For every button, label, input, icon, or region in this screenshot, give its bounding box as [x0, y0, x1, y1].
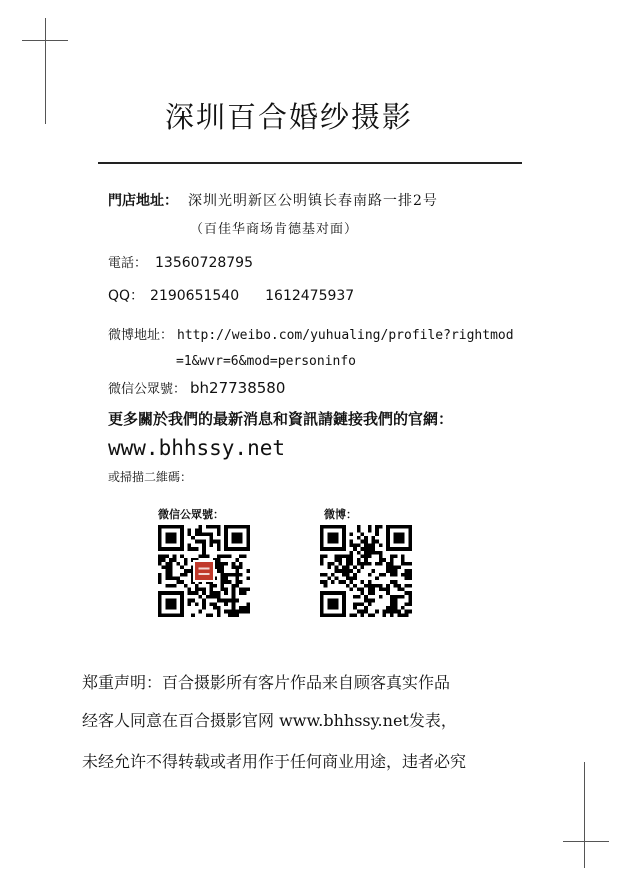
crop-mark-top-left-vertical — [45, 18, 46, 124]
qq-label: QQ： — [108, 288, 145, 304]
weibo-qr-code-icon — [320, 525, 412, 617]
page-title: 深圳百合婚纱摄影 — [165, 100, 414, 134]
weibo-qr-caption: 微博： — [324, 508, 357, 521]
wechat-id: bh27738580 — [190, 379, 286, 397]
more-info-text: 更多關於我們的最新消息和資訊請鏈接我們的官網： — [108, 410, 454, 428]
crop-mark-bottom-right-vertical — [584, 762, 585, 868]
address-row — [108, 190, 438, 210]
address-label: 門店地址： — [108, 193, 178, 209]
wechat-row — [108, 378, 285, 398]
weibo-label: 微博地址： — [108, 328, 174, 343]
wechat-qr-code-icon — [158, 525, 250, 617]
phone-row — [108, 252, 253, 272]
statement-line-3: 未经允许不得转载或者用作于任何商业用途，违者必究 — [82, 752, 467, 771]
wechat-label: 微信公眾號： — [108, 382, 187, 397]
qq-row — [108, 285, 354, 305]
address-line-1: 深圳光明新区公明镇长春南路一排2号 — [188, 193, 438, 209]
phone-label: 電話： — [108, 256, 148, 271]
title-divider — [98, 162, 522, 164]
qq-number-2: 1612475937 — [265, 288, 355, 304]
weibo-url-line-2[interactable]: =1&wvr=6&mod=personinfo — [176, 354, 357, 369]
address-line-2: （百佳华商场肯德基对面） — [190, 222, 359, 237]
scan-qr-text: 或掃描二維碼： — [108, 470, 193, 484]
statement-line-1: 郑重声明：百合摄影所有客片作品来自顾客真实作品 — [82, 673, 451, 692]
statement-line-2: 经客人同意在百合摄影官网 www.bhhssy.net发表， — [82, 711, 457, 730]
weibo-row — [108, 324, 514, 344]
weibo-url-line-1[interactable]: http://weibo.com/yuhualing/profile?rightmod — [177, 328, 514, 343]
phone-number: 13560728795 — [155, 255, 253, 271]
wechat-qr-caption: 微信公眾號： — [158, 508, 224, 521]
qq-number-1: 2190651540 — [150, 288, 240, 304]
crop-mark-bottom-right-horizontal — [563, 841, 609, 842]
website-link[interactable]: www.bhhssy.net — [108, 436, 286, 460]
